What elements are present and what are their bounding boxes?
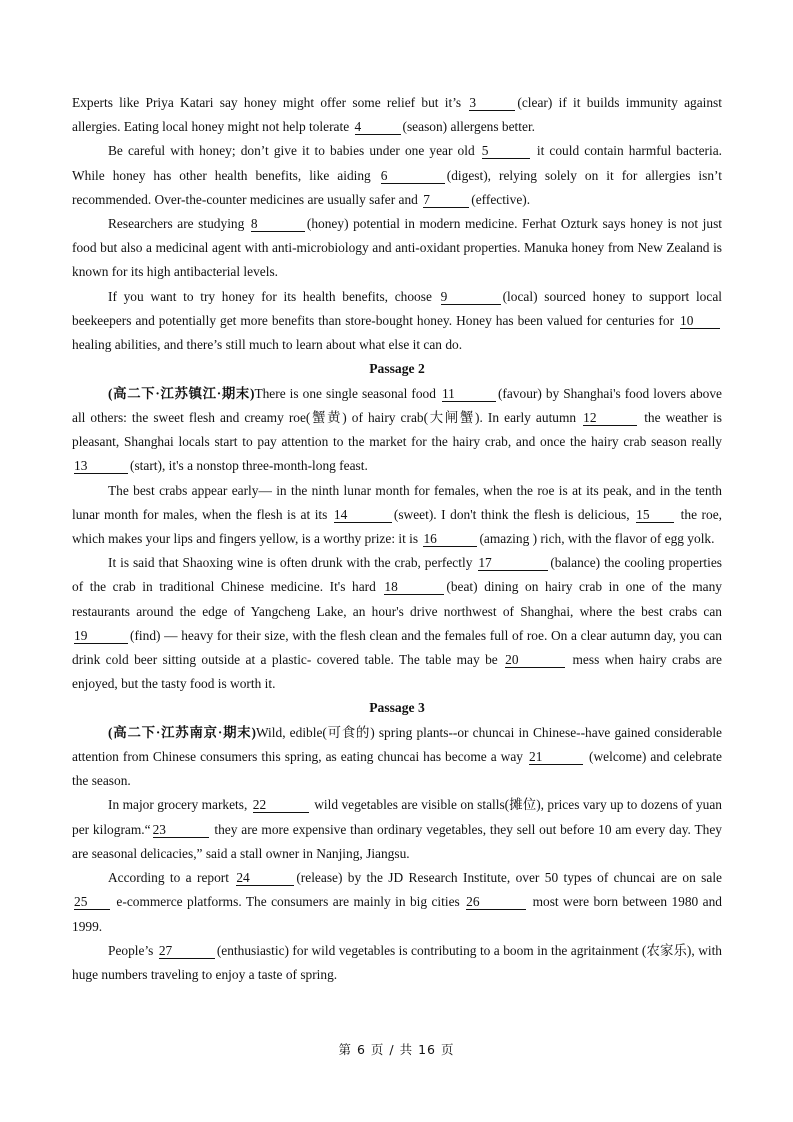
answer-blank[interactable]: 8 xyxy=(251,216,305,232)
passage-text: It is said that Shaoxing wine is often drunk with the crab, perfectly xyxy=(108,555,477,571)
passage-text: the roe, which makes your lips and fingers yellow, is a worthy prize: it is xyxy=(72,506,722,546)
passage-text: healing abilities, and there’s still much to learn about what else it can do. xyxy=(72,337,463,353)
paragraph xyxy=(72,212,722,285)
passage-text: e-commerce platforms. The consumers are mainly in big cities xyxy=(112,894,465,910)
passage-text: In major grocery markets, xyxy=(108,797,251,813)
answer-blank[interactable]: 21 xyxy=(529,749,583,765)
page-footer: 第 6 页 / 共 16 页 xyxy=(338,1042,455,1057)
passage-text: Be careful with honey; don’t give it to babies under one year old xyxy=(108,143,480,159)
passage-1 xyxy=(72,91,722,357)
answer-blank[interactable]: 15 xyxy=(636,507,674,523)
answer-blank[interactable]: 7 xyxy=(423,192,469,208)
passage-text: There is one single seasonal food xyxy=(254,385,440,401)
passage-text: (local) sourced honey to support local beekeepers and potentially get more benefits than store-bought honey. Honey has been valued for centuries for xyxy=(72,288,722,328)
answer-blank[interactable]: 24 xyxy=(236,870,294,886)
paragraph xyxy=(72,866,722,939)
answer-blank[interactable]: 4 xyxy=(355,119,401,135)
answer-blank[interactable]: 9 xyxy=(441,289,501,305)
answer-blank[interactable]: 5 xyxy=(482,143,530,159)
passage-text: the weather is pleasant, Shanghai locals start to pay attention to the market for the hairy crab, and once the hairy crab season really xyxy=(72,409,722,450)
passage-3-title: Passage 3 xyxy=(369,700,425,716)
answer-blank[interactable]: 18 xyxy=(384,579,444,595)
paragraph xyxy=(72,793,722,866)
passage-2 xyxy=(72,382,722,697)
passage-text: (favour) by Shanghai's food lovers above all others: the sweet flesh and creamy roe(蟹黄) of hairy crab(大闸蟹). In early autumn xyxy=(72,385,722,425)
paragraph xyxy=(72,479,722,552)
passage-text: Wild, edible(可食的) spring plants--or chuncai in Chinese--have gained considerable attention from Chinese consumers this spring, as eating chuncai has become a way xyxy=(72,724,722,765)
passage-text: If you want to try honey for its health benefits, choose xyxy=(108,288,439,304)
passage-text: (amazing ) rich, with the flavor of egg yolk. xyxy=(479,530,715,546)
passage-text: The best crabs appear early— in the ninth lunar month for females, when the roe is at its peak, and in the tenth lunar month for males, when the flesh is at its xyxy=(72,482,722,522)
answer-blank[interactable]: 25 xyxy=(74,894,110,910)
answer-blank[interactable]: 16 xyxy=(423,531,477,547)
answer-blank[interactable]: 11 xyxy=(442,386,496,402)
paragraph xyxy=(72,285,722,358)
passage-text: (honey) potential in modern medicine. Ferhat Ozturk says honey is not just food but also a medicinal agent with anti-microbiology and anti-oxidant properties. Manuka honey from New Zealand is known for its high antibacterial levels. xyxy=(72,216,723,280)
passage-2-title: Passage 2 xyxy=(369,361,425,377)
passage-text: (effective). xyxy=(471,191,531,207)
paragraph xyxy=(72,721,722,794)
passage-text: (clear) if it builds immunity against allergies. Eating local honey might not help tolerate xyxy=(72,95,722,135)
page-content xyxy=(72,91,722,987)
passage-text: it could contain harmful bacteria. While honey has other health benefits, like aiding xyxy=(72,143,722,183)
passage-text: (welcome) and celebrate the season. xyxy=(72,749,722,789)
paragraph xyxy=(72,382,722,479)
answer-blank[interactable]: 10 xyxy=(680,313,720,329)
passage-text: (sweet). I don't think the flesh is delicious, xyxy=(393,506,635,522)
answer-blank[interactable]: 23 xyxy=(153,822,209,838)
answer-blank[interactable]: 3 xyxy=(469,95,515,111)
answer-blank[interactable]: 26 xyxy=(466,894,526,910)
paragraph xyxy=(72,91,722,139)
passage-text: they are more expensive than ordinary vegetables, they sell out before 10 am every day. They are seasonal delicacies,” said a stall owner in Nanjing, Jiangsu. xyxy=(72,821,722,861)
passage-text: most were born between 1980 and 1999. xyxy=(72,894,722,934)
paragraph xyxy=(72,939,722,987)
passage-text: wild vegetables are visible on stalls(摊位), prices vary up to dozens of yuan per kilogram.“ xyxy=(72,797,722,837)
answer-blank[interactable]: 27 xyxy=(159,943,215,959)
passage-text: (beat) dining on hairy crab in one of the many restaurants around the edge of Yangcheng Lake, an hour's drive northwest of Shanghai, where the best crabs can xyxy=(72,579,723,619)
answer-blank[interactable]: 13 xyxy=(74,458,128,474)
answer-blank[interactable]: 22 xyxy=(253,797,309,813)
passage-3 xyxy=(72,721,722,987)
paragraph xyxy=(72,139,722,212)
paragraph xyxy=(72,551,722,696)
passage-text: People’s xyxy=(108,942,157,958)
passage-text: (release) by the JD Research Institute, over 50 types of chuncai are on sale xyxy=(296,870,722,886)
passage-text: Experts like Priya Katari say honey might offer some relief but it’s xyxy=(72,95,468,110)
passage-text: (enthusiastic) for wild vegetables is contributing to a boom in the agritainment (农家乐), with huge numbers traveling to enjoy a taste of spring. xyxy=(72,942,722,982)
answer-blank[interactable]: 17 xyxy=(478,555,548,571)
answer-blank[interactable]: 20 xyxy=(505,652,565,668)
passage-text: (balance) the cooling properties of the crab in traditional Chinese medicine. It's hard xyxy=(72,555,722,595)
passage-text: (digest), relying solely on it for allergies isn’t recommended. Over-the-counter medicines are usually safer and xyxy=(72,167,722,207)
passage-text: (find) — heavy for their size, with the flesh clean and the females full of roe. On a clear autumn day, you can drink cold beer sitting outside at a plastic- covered table. The table may be xyxy=(72,627,722,667)
passage-text: (start), it's a nonstop three-month-long feast. xyxy=(130,458,368,474)
source-tag: (高二下·江苏镇江·期末) xyxy=(108,385,255,401)
passage-text: (season) allergens better. xyxy=(402,119,536,135)
answer-blank[interactable]: 14 xyxy=(334,507,392,523)
answer-blank[interactable]: 6 xyxy=(381,168,445,184)
passage-text: Researchers are studying xyxy=(108,216,249,232)
answer-blank[interactable]: 12 xyxy=(583,410,637,426)
source-tag: (高二下·江苏南京·期末) xyxy=(108,724,256,740)
passage-text: According to a report xyxy=(108,870,235,886)
passage-text: mess when hairy crabs are enjoyed, but the tasty food is worth it. xyxy=(72,651,722,692)
answer-blank[interactable]: 19 xyxy=(74,628,128,644)
